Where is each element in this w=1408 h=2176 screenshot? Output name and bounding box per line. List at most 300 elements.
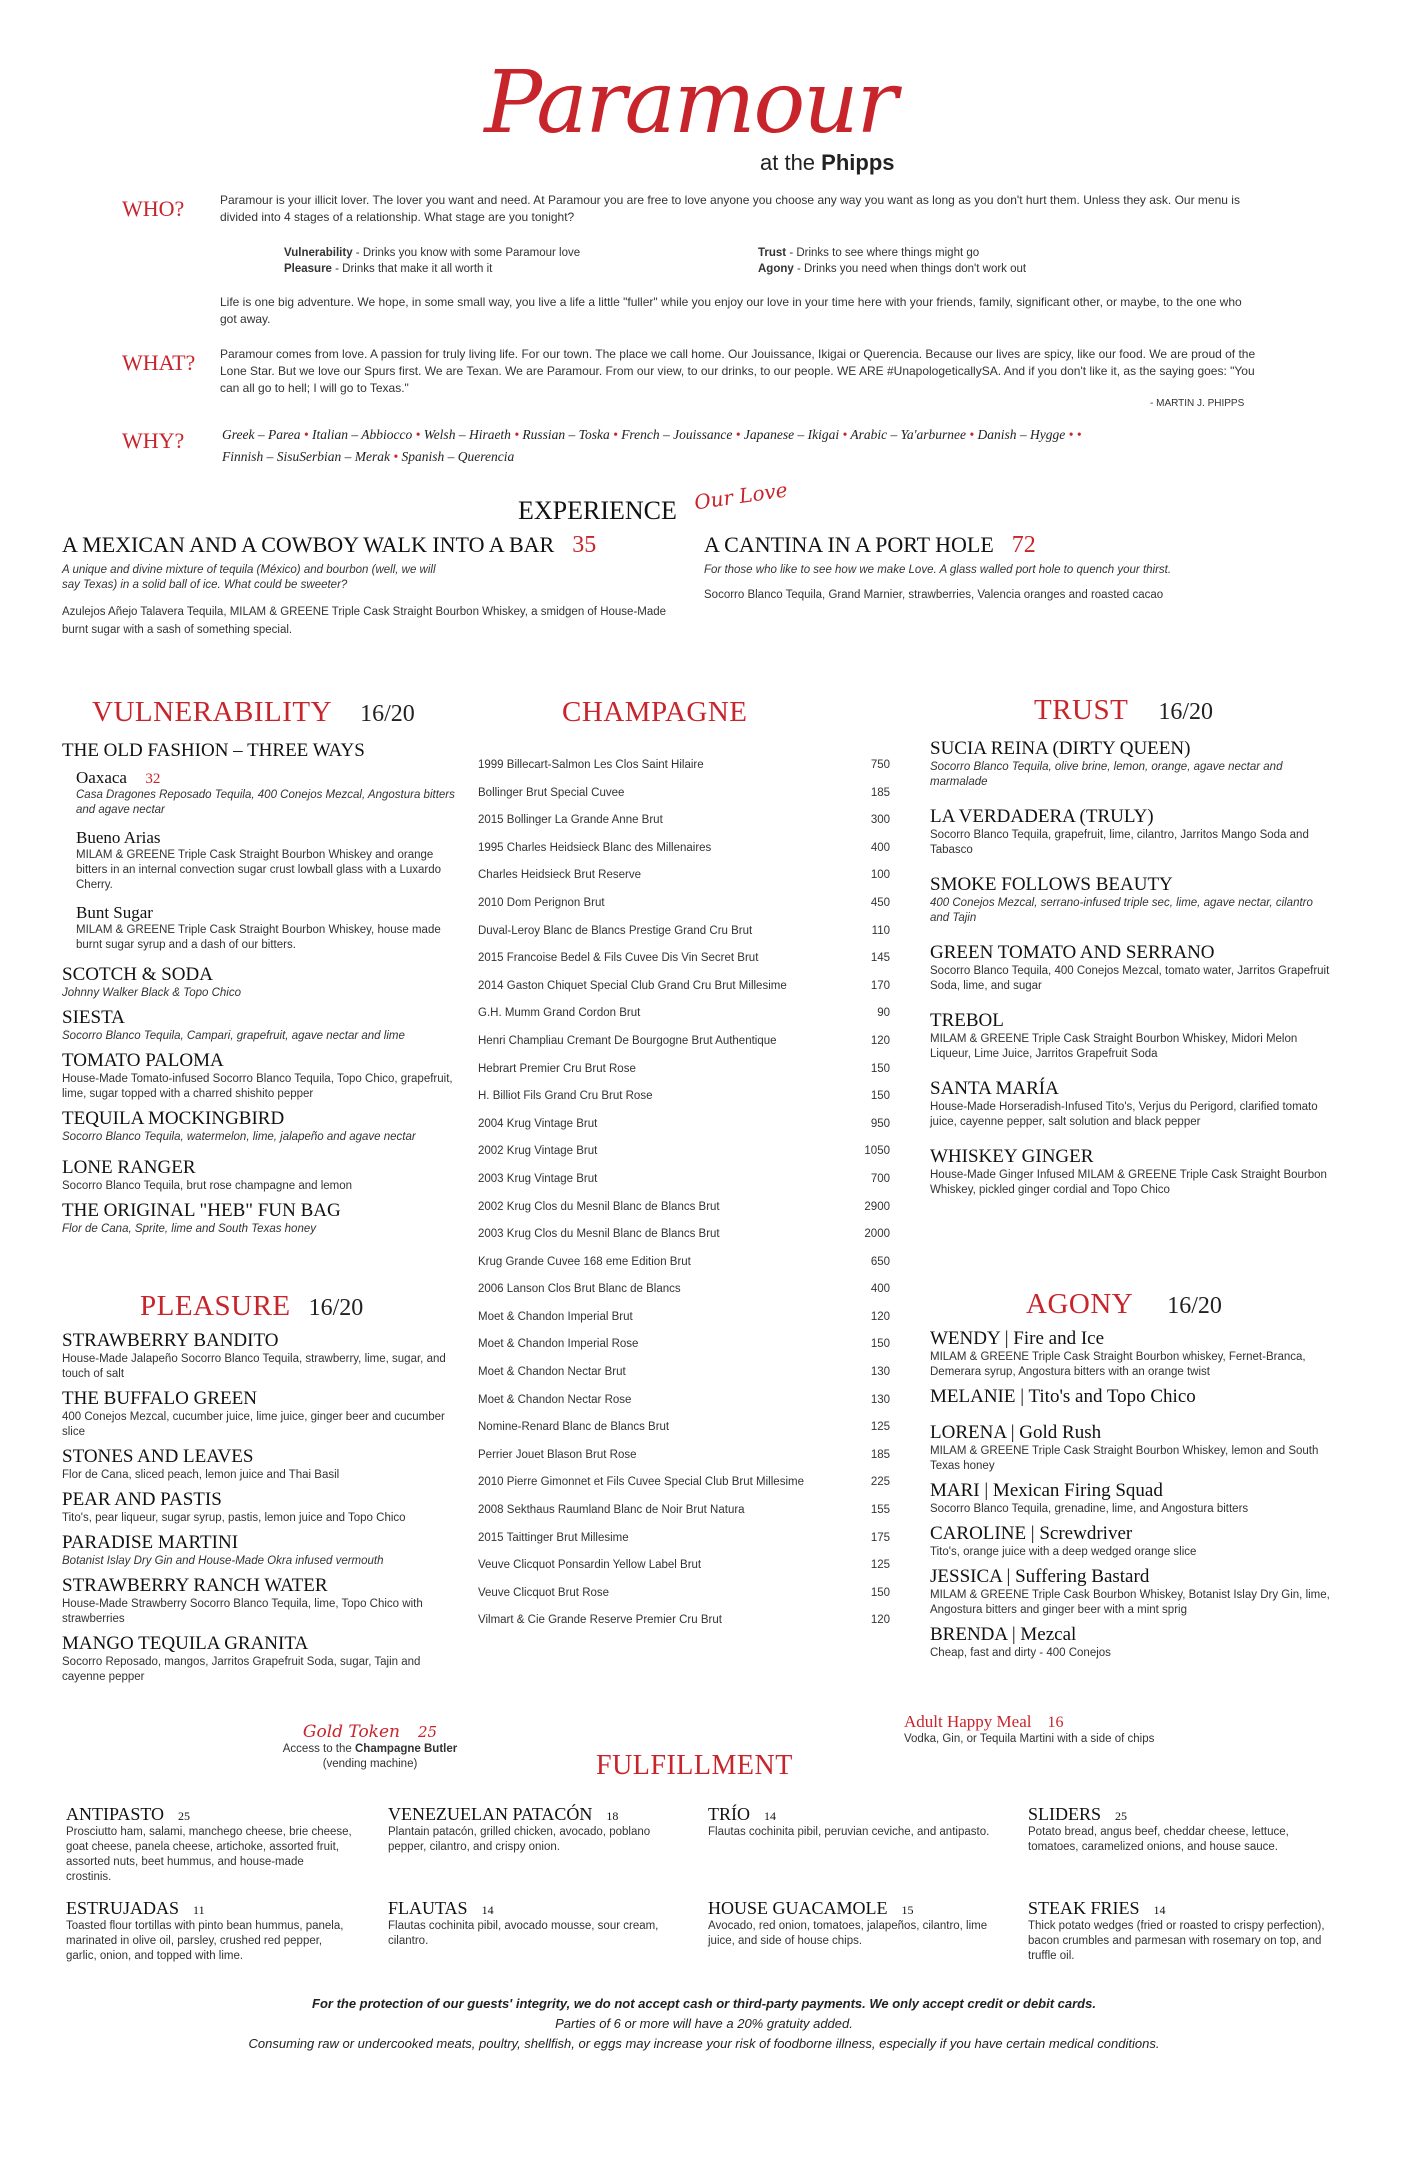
item-desc: Socorro Blanco Tequila, brut rose champagne and lemon [62,1180,353,1192]
champagne-row [478,1276,890,1304]
menu-item [930,806,1330,858]
item-name: LONE RANGER [62,1157,196,1178]
food-item [708,1804,994,1840]
menu-item [62,1446,462,1483]
item-price: 72 [1011,532,1036,558]
champagne-name: Hebrart Premier Cru Brut Rose [478,1062,636,1075]
gold-token [250,1722,490,1772]
item-tagline: A unique and divine mixture of tequila (México) and bourbon (well, we will say Texas) in a solid ball of ice. What could be sweeter? [62,564,436,591]
champagne-name: Moet & Chandon Imperial Rose [478,1338,639,1351]
item-desc: Johnny Walker Black & Topo Chico [62,987,241,999]
variant-desc: MILAM & GREENE Triple Cask Straight Bourbon Whiskey and orange bitters in an internal convection sugar crust lowball glass with a Luxardo Cherry. [76,849,441,891]
menu-item [62,1108,462,1145]
menu-item [62,964,462,1001]
item-name: A MEXICAN AND A COWBOY WALK INTO A BAR [62,532,555,557]
champagne-name: Charles Heidsieck Brut Reserve [478,869,641,882]
experience-item-1 [62,532,682,639]
item-desc: Azulejos Añejo Talavera Tequila, MILAM & GREENE Triple Cask Straight Bourbon Whiskey, a smidgen of House-Made burnt sugar with a sash of something special. [62,606,667,636]
champagne-price: 150 [870,1062,890,1075]
item-desc: Flor de Cana, Sprite, lime and South Texas honey [62,1223,316,1235]
agony-header [1026,1288,1222,1321]
item-desc: Socorro Blanco Tequila, watermelon, lime, jalapeño and agave nectar [62,1131,416,1143]
menu-item [930,1010,1330,1062]
variant-desc: MILAM & GREENE Triple Cask Straight Bourbon Whiskey, house made burnt sugar syrup and a dash of our bitters. [76,924,441,951]
champagne-row [478,1249,890,1277]
section-title: TRUST [1034,694,1129,726]
champagne-name: 2002 Krug Clos du Mesnil Blanc de Blancs Brut [478,1200,720,1213]
champagne-price: 750 [870,759,890,771]
item-name: STEAK FRIES [1028,1898,1140,1918]
item-name: TRÍO [708,1804,750,1824]
what-label: WHAT? [122,350,196,375]
champagne-name: 2010 Pierre Gimonnet et Fils Cuvee Special Club Brut Millesime [478,1476,804,1489]
champagne-name: 2008 Sekthaus Raumland Blanc de Noir Brut Natura [478,1504,745,1517]
vulnerability-header [92,696,415,729]
item-name: MARI | Mexican Firing Squad [930,1480,1163,1501]
menu-item [930,874,1330,926]
menu-item [930,1422,1330,1474]
why-word: Spanish – Querencia [401,449,515,464]
champagne-price: 155 [870,1504,890,1517]
champagne-price: 150 [870,1338,890,1351]
champagne-name: 2006 Lanson Clos Brut Blanc de Blancs [478,1283,681,1296]
pleasure-items [62,1330,462,1691]
menu-item [930,738,1330,790]
signature: - MARTIN J. PHIPPS [1150,398,1245,409]
champagne-name: 1999 Billecart-Salmon Les Clos Saint Hilaire [478,759,704,771]
champagne-name: Veuve Clicquot Ponsardin Yellow Label Brut [478,1559,702,1572]
item-price: 11 [193,1903,205,1917]
item-desc: House-Made Ginger Infused MILAM & GREENE Triple Cask Straight Bourbon Whiskey, pickled ginger cordial and Topo Chico [930,1169,1327,1196]
champagne-price: 130 [870,1366,890,1379]
champagne-name: 2015 Francoise Bedel & Fils Cuvee Dis Vin Secret Brut [478,952,759,965]
champagne-row [478,1194,890,1222]
champagne-row [478,1442,890,1470]
bullet-icon: • [412,427,424,442]
champagne-row [478,1028,890,1056]
champagne-price: 170 [870,979,890,992]
item-price: 14 [1153,1903,1166,1917]
menu-item [62,1388,462,1440]
champagne-price: 2000 [864,1228,890,1241]
stage-name: Vulnerability [284,247,353,259]
logo-subtitle [760,150,895,176]
menu-item [930,1523,1330,1560]
subtitle-name: Phipps [821,150,895,175]
footer-warning: Consuming raw or undercooked meats, poultry, shellfish, or eggs may increase your risk of foodborne illness, especially if you have certain medical conditions. [248,2036,1160,2051]
champagne-row [478,1056,890,1084]
footer-payment: For the protection of our guests' integrity, we do not accept cash or third-party payments. We only accept credit or debit cards. [312,1996,1096,2011]
menu-item [62,1532,462,1569]
stage-agony [758,262,1178,277]
item-desc: Avocado, red onion, tomatoes, jalapeños, cilantro, lime juice, and side of house chips. [708,1920,988,1947]
item-desc: MILAM & GREENE Triple Cask Straight Bourbon whiskey, Fernet-Branca, Demerara syrup, Angostura bitters with an orange twist [930,1351,1306,1378]
champagne-price: 125 [870,1421,890,1434]
champagne-row [478,890,890,918]
champagne-row [478,1414,890,1442]
variant-name: Bunt Sugar [76,903,153,922]
subtitle-prefix: at the [760,150,816,175]
item-desc: Flautas cochinita pibil, avocado mousse, sour cream, cilantro. [388,1920,659,1947]
champagne-price: 400 [870,841,890,854]
item-tagline: For those who like to see how we make Love. A glass walled port hole to quench your thirst. [704,564,1172,576]
champagne-name: Moet & Chandon Nectar Brut [478,1366,626,1379]
why-word: Arabic – Ya'arburnee [850,427,966,442]
item-name: ESTRUJADAS [66,1898,180,1918]
happy-meal-price: 16 [1047,1714,1064,1731]
champagne-title: CHAMPAGNE [562,696,748,728]
gold-token-note: (vending machine) [322,1758,418,1770]
champagne-name: 2004 Krug Vintage Brut [478,1117,598,1130]
item-desc: MILAM & GREENE Triple Cask Straight Bourbon Whiskey, Midori Melon Liqueur, Lime Juice, Jarritos Grapefruit Soda [930,1033,1298,1060]
bullet-icon: • [390,449,402,464]
item-desc: Botanist Islay Dry Gin and House-Made Okra infused vermouth [62,1555,384,1567]
champagne-name: 2014 Gaston Chiquet Special Club Grand Cru Brut Millesime [478,979,787,992]
item-name: SMOKE FOLLOWS BEAUTY [930,874,1173,895]
stage-text: - Drinks you need when things don't work out [793,263,1027,275]
champagne-row [478,1166,890,1194]
desc-prefix: Access to the [282,1743,355,1755]
bullet-icon: • [1076,427,1082,442]
bullet-icon: • [1065,427,1077,442]
champagne-row [478,807,890,835]
item-desc: Tito's, orange juice with a deep wedged orange slice [930,1546,1197,1558]
item-name: STRAWBERRY RANCH WATER [62,1575,328,1596]
item-name: THE BUFFALO GREEN [62,1388,257,1409]
old-fashion-title: THE OLD FASHION – THREE WAYS [62,740,365,761]
item-name: MELANIE | Tito's and Topo Chico [930,1386,1196,1407]
stage-trust [758,246,1178,261]
why-word: Danish – Hygge [977,427,1066,442]
item-desc: Flautas cochinita pibil, peruvian ceviche, and antipasto. [708,1826,990,1838]
champagne-name: 2010 Dom Perignon Brut [478,896,605,909]
champagne-name: 2015 Taittinger Brut Millesime [478,1531,629,1544]
who-closing: Life is one big adventure. We hope, in some small way, you live a life a little "fuller" while you enjoy our love in your time here with your friends, family, significant other, or maybe, to the one who got away. [220,295,1242,326]
champagne-price: 130 [870,1393,890,1406]
section-price: 16/20 [360,701,415,727]
variant-name: Oaxaca [76,768,127,787]
champagne-price: 650 [870,1255,890,1268]
champagne-row [478,1304,890,1332]
champagne-name: Vilmart & Cie Grande Reserve Premier Cru Brut [478,1614,722,1627]
item-name: PARADISE MARTINI [62,1532,239,1553]
champagne-name: 2003 Krug Vintage Brut [478,1172,598,1185]
item-price: 18 [606,1809,619,1823]
item-name: WHISKEY GINGER [930,1146,1094,1167]
menu-item [930,1386,1330,1408]
champagne-row [478,1111,890,1139]
who-label: WHO? [122,196,185,221]
champagne-price: 100 [870,869,890,882]
champagne-row [478,945,890,973]
variant-bueno-arias [76,828,456,893]
item-name: VENEZUELAN PATACÓN [388,1804,593,1824]
variant-oaxaca [76,768,456,818]
stage-name: Trust [758,247,787,259]
menu-item [62,1330,462,1382]
item-desc: 400 Conejos Mezcal, serrano-infused triple sec, lime, agave nectar, cilantro and Tajin [930,897,1313,924]
champagne-row [478,752,890,780]
champagne-name: Krug Grande Cuvee 168 eme Edition Brut [478,1255,691,1268]
menu-item [62,1007,462,1044]
item-desc: MILAM & GREENE Triple Cask Bourbon Whiskey, Botanist Islay Dry Gin, lime, Angostura bitters and ginger beer with a mint sprig [930,1589,1330,1616]
adult-happy-meal [904,1712,1164,1747]
variant-bunt-sugar [76,903,456,953]
stage-text: - Drinks to see where things might go [786,247,980,259]
stage-name: Pleasure [284,263,332,275]
stage-pleasure [284,262,704,277]
champagne-name: Perrier Jouet Blason Brut Rose [478,1448,637,1461]
section-price: 16/20 [308,1295,364,1321]
champagne-price: 2900 [864,1200,890,1213]
why-word: Japanese – Ikigai [743,427,840,442]
champagne-price: 120 [870,1614,890,1627]
champagne-price: 400 [870,1283,890,1296]
champagne-name: Duval-Leroy Blanc de Blancs Prestige Grand Cru Brut [478,924,753,937]
champagne-row [478,1607,890,1635]
champagne-price: 150 [870,1090,890,1103]
item-desc: Cheap, fast and dirty - 400 Conejos [930,1647,1111,1659]
champagne-name: Moet & Chandon Nectar Rose [478,1393,632,1406]
why-word: Greek – Parea [222,427,301,442]
item-price: 14 [481,1903,494,1917]
bullet-icon: • [965,427,978,442]
item-name: A CANTINA IN A PORT HOLE [704,532,994,557]
stage-name: Agony [758,263,794,275]
food-item [708,1898,994,1949]
champagne-price: 700 [870,1172,890,1185]
item-desc: Prosciutto ham, salami, manchego cheese, brie cheese, goat cheese, panela cheese, artichoke, assorted fruit, assorted nuts, beet hummus, and house-made crostinis. [66,1826,352,1883]
menu-item [930,1566,1330,1618]
champagne-price: 110 [871,924,890,937]
item-name: TEQUILA MOCKINGBIRD [62,1108,285,1129]
item-name: THE ORIGINAL "HEB" FUN BAG [62,1200,341,1221]
champagne-price: 150 [870,1586,890,1599]
item-price: 35 [572,532,597,558]
menu-item [62,1050,462,1102]
food-item [1028,1898,1328,1964]
desc-bold: Champagne Butler [354,1743,458,1755]
variant-name: Bueno Arias [76,828,161,847]
happy-meal-desc: Vodka, Gin, or Tequila Martini with a side of chips [904,1733,1155,1745]
item-name: BRENDA | Mezcal [930,1624,1077,1645]
champagne-row [478,835,890,863]
champagne-price: 120 [870,1034,890,1047]
why-words [222,424,1262,468]
item-desc: Socorro Blanco Tequila, grapefruit, lime, cilantro, Jarritos Mango Soda and Tabasco [930,829,1309,856]
why-word: Italian – Abbiocco [311,427,413,442]
champagne-name: Bollinger Brut Special Cuvee [478,786,625,799]
what-text: Paramour comes from love. A passion for truly living life. For our town. The place we call home. Our Jouissance, Ikigai or Querencia. Because our lives are spicy, like our food. We are proud of the Lone Star. But we love our Spurs first. We are Texan. We are Paramour. From our view, to our drinks, to our people. WE ARE #UnapologeticallySA. And if you don't like it, as the saying goes: "You can all go to hell; I will go to Texas." [220,347,1256,395]
section-price: 16/20 [1167,1293,1222,1319]
champagne-name: 2003 Krug Clos du Mesnil Blanc de Blancs Brut [478,1228,720,1241]
why-word: Serbian – Merak [299,449,390,464]
item-name: SCOTCH & SODA [62,964,213,985]
champagne-row [478,918,890,946]
item-name: WENDY | Fire and Ice [930,1328,1105,1349]
item-name: STRAWBERRY BANDITO [62,1330,279,1351]
food-item [66,1898,352,1964]
champagne-name: 2002 Krug Vintage Brut [478,1145,598,1158]
item-name: LA VERDADERA (TRULY) [930,806,1154,827]
item-name: SUCIA REINA (DIRTY QUEEN) [930,738,1191,759]
experience-title: EXPERIENCE [518,496,677,525]
item-price: 14 [764,1809,776,1823]
item-desc: Socorro Blanco Tequila, Campari, grapefruit, agave nectar and lime [62,1030,405,1042]
champagne-row [478,1083,890,1111]
item-desc: Socorro Blanco Tequila, olive brine, lemon, orange, agave nectar and marmalade [930,761,1283,788]
champagne-name: Veuve Clicquot Brut Rose [478,1586,610,1599]
item-name: TREBOL [930,1010,1004,1031]
footer-gratuity: Parties of 6 or more will have a 20% gratuity added. [555,2016,853,2031]
champagne-price: 120 [870,1310,890,1323]
champagne-price: 450 [870,896,890,909]
bullet-icon: • [300,427,312,442]
gold-token-desc [250,1742,490,1757]
section-price: 16/20 [1158,699,1214,725]
item-desc: House-Made Horseradish-Infused Tito's, Verjus du Perigord, clarified tomato juice, cayenne pepper, salt solution and black pepper [930,1101,1318,1128]
champagne-row [478,1331,890,1359]
champagne-row [478,1552,890,1580]
item-desc: Toasted flour tortillas with pinto bean hummus, panela, marinated in olive oil, parsley, crushed red pepper, garlic, onion, and topped with lime. [66,1920,344,1962]
menu-item [62,1575,462,1627]
item-desc: Socorro Reposado, mangos, Jarritos Grapefruit Soda, sugar, Tajin and cayenne pepper [62,1656,421,1683]
fulfillment-title: FULFILLMENT [596,1750,793,1781]
item-name: SANTA MARÍA [930,1078,1059,1099]
pleasure-header [140,1290,363,1323]
item-name: ANTIPASTO [66,1804,165,1824]
champagne-row [478,780,890,808]
champagne-row [478,1525,890,1553]
champagne-list [478,752,890,1635]
champagne-price: 90 [877,1007,890,1020]
champagne-name: G.H. Mumm Grand Cordon Brut [478,1007,641,1020]
food-item [1028,1804,1328,1855]
item-desc: MILAM & GREENE Triple Cask Straight Bourbon Whiskey, lemon and South Texas honey [930,1445,1319,1472]
item-desc: 400 Conejos Mezcal, cucumber juice, lime juice, ginger beer and cucumber slice [62,1411,445,1438]
champagne-price: 950 [870,1117,890,1130]
item-desc: Plantain patacón, grilled chicken, avocado, poblano pepper, cilantro, and crispy onion. [388,1826,651,1853]
champagne-name: Moet & Chandon Imperial Brut [478,1310,633,1323]
variant-desc: Casa Dragones Reposado Tequila, 400 Conejos Mezcal, Angostura bitters and agave nectar [76,789,455,816]
champagne-name: 2015 Bollinger La Grande Anne Brut [478,814,663,827]
item-desc: Socorro Blanco Tequila, Grand Marnier, strawberries, Valencia oranges and roasted cacao [704,589,1164,601]
champagne-name: 1995 Charles Heidsieck Blanc des Millenaires [478,841,712,854]
item-desc: House-Made Jalapeño Socorro Blanco Tequila, strawberry, lime, sugar, and touch of salt [62,1353,446,1380]
champagne-row [478,1497,890,1525]
stage-vulnerability [284,246,704,261]
champagne-price: 300 [870,814,890,827]
food-item [388,1804,674,1855]
bullet-icon: • [732,427,744,442]
experience-script: Our Love [692,477,789,515]
item-desc: Tito's, pear liqueur, sugar syrup, pastis, lemon juice and Topo Chico [62,1512,406,1524]
champagne-row [478,1580,890,1608]
champagne-price: 175 [870,1531,890,1544]
stage-text: - Drinks that make it all worth it [331,263,493,275]
item-name: MANGO TEQUILA GRANITA [62,1633,309,1654]
trust-items [930,738,1330,1204]
champagne-name: H. Billiot Fils Grand Cru Brut Rose [478,1090,653,1103]
champagne-row [478,1221,890,1249]
champagne-row [478,1387,890,1415]
champagne-row [478,1138,890,1166]
item-name: LORENA | Gold Rush [930,1422,1102,1443]
who-intro: Paramour is your illicit lover. The lover you want and need. At Paramour you are free to love anyone you choose any way you want as long as you don't hurt them. Unless they ask. Our menu is divided into 4 stages of a relationship. What stage are you tonight? [220,193,1240,224]
section-title: AGONY [1026,1288,1134,1320]
menu-item [62,1200,462,1237]
champagne-price: 125 [870,1559,890,1572]
menu-item [62,1489,462,1526]
experience-item-2 [704,532,1264,603]
item-name: STONES AND LEAVES [62,1446,254,1467]
happy-meal-name: Adult Happy Meal [904,1712,1032,1731]
item-name: JESSICA | Suffering Bastard [930,1566,1150,1587]
item-name: PEAR AND PASTIS [62,1489,222,1510]
item-name: GREEN TOMATO AND SERRANO [930,942,1215,963]
menu-item [62,1157,462,1194]
stage-text: - Drinks you know with some Paramour love [352,247,581,259]
champagne-row [478,1000,890,1028]
item-desc: House-Made Tomato-infused Socorro Blanco Tequila, Topo Chico, grapefruit, lime, sugar topped with a charred shishito pepper [62,1073,453,1100]
menu-item [930,1624,1330,1661]
bullet-icon: • [839,427,851,442]
champagne-price: 145 [870,952,890,965]
item-price: 25 [178,1809,191,1823]
item-desc: House-Made Strawberry Socorro Blanco Tequila, lime, Topo Chico with strawberries [62,1598,423,1625]
item-desc: Potato bread, angus beef, cheddar cheese, lettuce, tomatoes, caramelized onions, and house sauce. [1028,1826,1289,1853]
menu-item [930,1328,1330,1380]
champagne-name: Nomine-Renard Blanc de Blancs Brut [478,1421,670,1434]
item-desc: Flor de Cana, sliced peach, lemon juice and Thai Basil [62,1469,340,1481]
why-word: Russian – Toska [522,427,610,442]
why-label: WHY? [122,428,185,453]
why-word: Welsh – Hiraeth [423,427,511,442]
champagne-price: 185 [870,786,890,799]
gold-token-price: 25 [418,1723,438,1741]
champagne-row [478,1359,890,1387]
menu-item [930,1480,1330,1517]
item-desc: Socorro Blanco Tequila, 400 Conejos Mezcal, tomato water, Jarritos Grapefruit Soda, lime, and sugar [930,965,1330,992]
champagne-row [478,973,890,1001]
why-word: French – Jouissance [621,427,733,442]
champagne-row [478,1469,890,1497]
section-title: VULNERABILITY [92,696,333,728]
item-name: TOMATO PALOMA [62,1050,224,1071]
vulnerability-items [62,964,462,1243]
champagne-price: 225 [870,1476,890,1489]
trust-header [1034,694,1213,727]
why-word: Finnish – Sisu [222,449,300,464]
old-fashion-variants [76,768,456,959]
logo: Paramour [484,53,896,153]
section-title: PLEASURE [140,1290,291,1322]
variant-price: 32 [145,771,161,787]
food-item [388,1898,674,1949]
item-name: CAROLINE | Screwdriver [930,1523,1133,1544]
champagne-name: Henri Champliau Cremant De Bourgogne Brut Authentique [478,1034,777,1047]
item-name: SIESTA [62,1007,125,1028]
item-name: SLIDERS [1028,1804,1102,1824]
bullet-icon: • [609,427,622,442]
bullet-icon: • [510,427,523,442]
item-price: 25 [1115,1809,1128,1823]
item-price: 15 [901,1903,914,1917]
item-name: HOUSE GUACAMOLE [708,1898,888,1918]
food-item [66,1804,352,1885]
menu-item [930,1078,1330,1130]
item-desc: Socorro Blanco Tequila, grenadine, lime, and Angostura bitters [930,1503,1249,1515]
